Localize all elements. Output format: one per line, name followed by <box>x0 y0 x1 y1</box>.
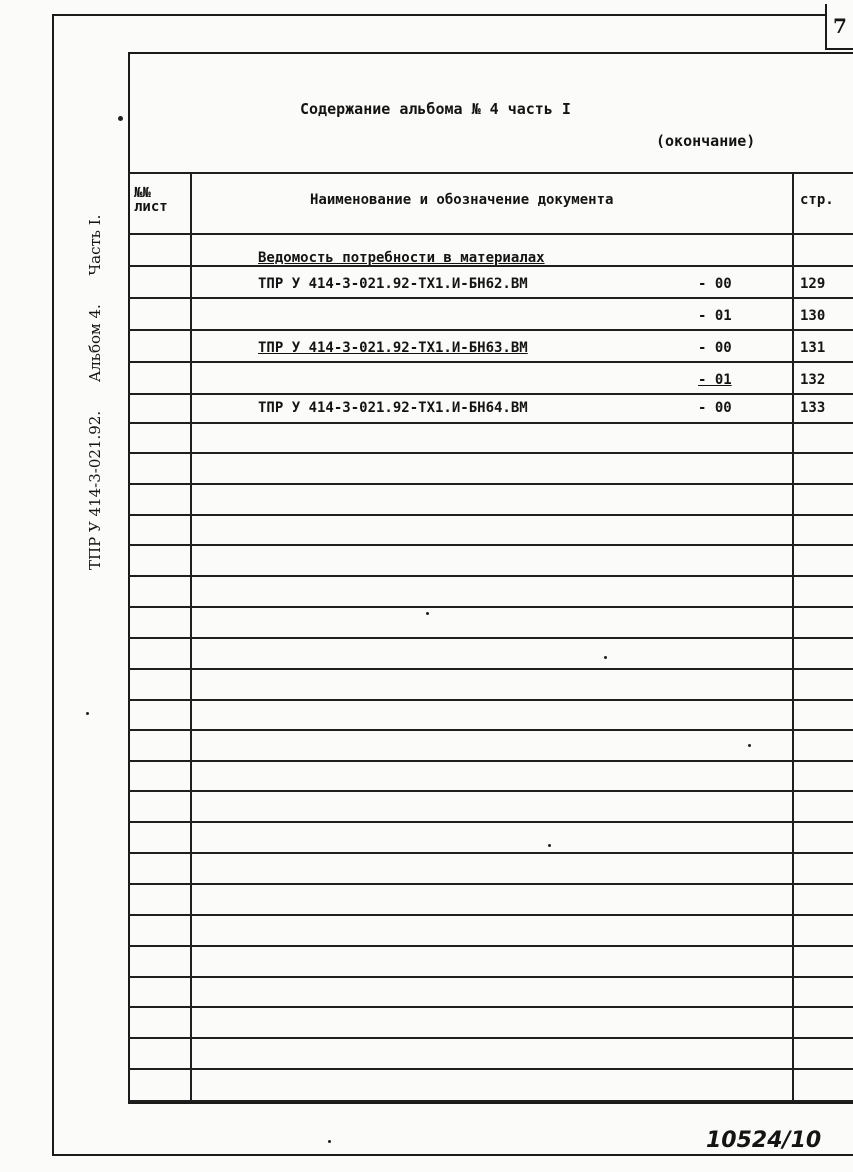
table-row-rule <box>128 637 853 639</box>
table-row-rule <box>128 544 853 546</box>
table-row-rule <box>128 821 853 823</box>
table-row-rule <box>128 422 853 424</box>
scan-speck <box>604 656 607 659</box>
scan-speck <box>118 116 123 121</box>
table-row-rule <box>128 1100 853 1102</box>
table-row-variant: - 00 <box>698 340 732 356</box>
scan-speck <box>426 612 429 615</box>
table-row-page: 132 <box>800 372 826 388</box>
side-label <box>86 191 104 570</box>
header-document-name: Наименование и обозначение документа <box>310 192 614 208</box>
header-page: стр. <box>800 192 834 208</box>
table-row-rule <box>128 852 853 854</box>
table-row-rule <box>128 575 853 577</box>
table-row-page: 131 <box>800 340 826 356</box>
table-row-rule <box>128 914 853 916</box>
side-label-code: ТПР У 414-3-021.92. <box>86 410 104 570</box>
table-row-rule <box>128 668 853 670</box>
table-row-rule <box>128 483 853 485</box>
table-row-rule <box>128 452 853 454</box>
table-row-rule <box>128 514 853 516</box>
scan-speck <box>548 844 551 847</box>
table-row-page: 130 <box>800 308 826 324</box>
table-row-name: Ведомость потребности в материалах <box>258 250 545 266</box>
table-row-rule <box>128 329 853 331</box>
table-row-variant: - 00 <box>698 276 732 292</box>
column-divider-page <box>792 172 794 1102</box>
table-row-variant: - 01 <box>698 372 732 388</box>
sheet-number: 7 <box>825 4 853 50</box>
scan-speck <box>328 1140 331 1143</box>
table-header-border <box>128 233 853 235</box>
side-label-album: Альбом 4. <box>86 304 104 383</box>
table-row-variant: - 00 <box>698 400 732 416</box>
table-row-rule <box>128 361 853 363</box>
scan-speck <box>86 712 89 715</box>
table-row-rule <box>128 1068 853 1070</box>
document-subtitle: (окончание) <box>656 132 756 150</box>
table-row-rule <box>128 760 853 762</box>
table-row-name: ТПР У 414-3-021.92-ТХ1.И-БН62.ВМ <box>258 276 528 292</box>
table-row-page: 133 <box>800 400 826 416</box>
column-divider-sheet <box>190 172 192 1102</box>
table-row-rule <box>128 1037 853 1039</box>
table-top-border <box>128 172 853 174</box>
table-row-rule <box>128 297 853 299</box>
table-row-rule <box>128 945 853 947</box>
table-row-rule <box>128 1006 853 1008</box>
scan-speck <box>748 744 751 747</box>
table-row-name: ТПР У 414-3-021.92-ТХ1.И-БН64.ВМ <box>258 400 528 416</box>
table-row-variant: - 01 <box>698 308 732 324</box>
table-row-rule <box>128 790 853 792</box>
table-row-rule <box>128 976 853 978</box>
table-row-page: 129 <box>800 276 826 292</box>
table-row-rule <box>128 606 853 608</box>
header-sheet-number: №№ лист <box>134 185 168 215</box>
table-row-rule <box>128 393 853 395</box>
table-row-rule <box>128 729 853 731</box>
document-title: Содержание альбома № 4 часть I <box>300 100 571 118</box>
table-row-name: ТПР У 414-3-021.92-ТХ1.И-БН63.ВМ <box>258 340 528 356</box>
archive-stamp: 10524/10 <box>706 1128 822 1153</box>
side-label-part: Часть I. <box>86 214 104 276</box>
table-row-rule <box>128 883 853 885</box>
table-row-rule <box>128 699 853 701</box>
